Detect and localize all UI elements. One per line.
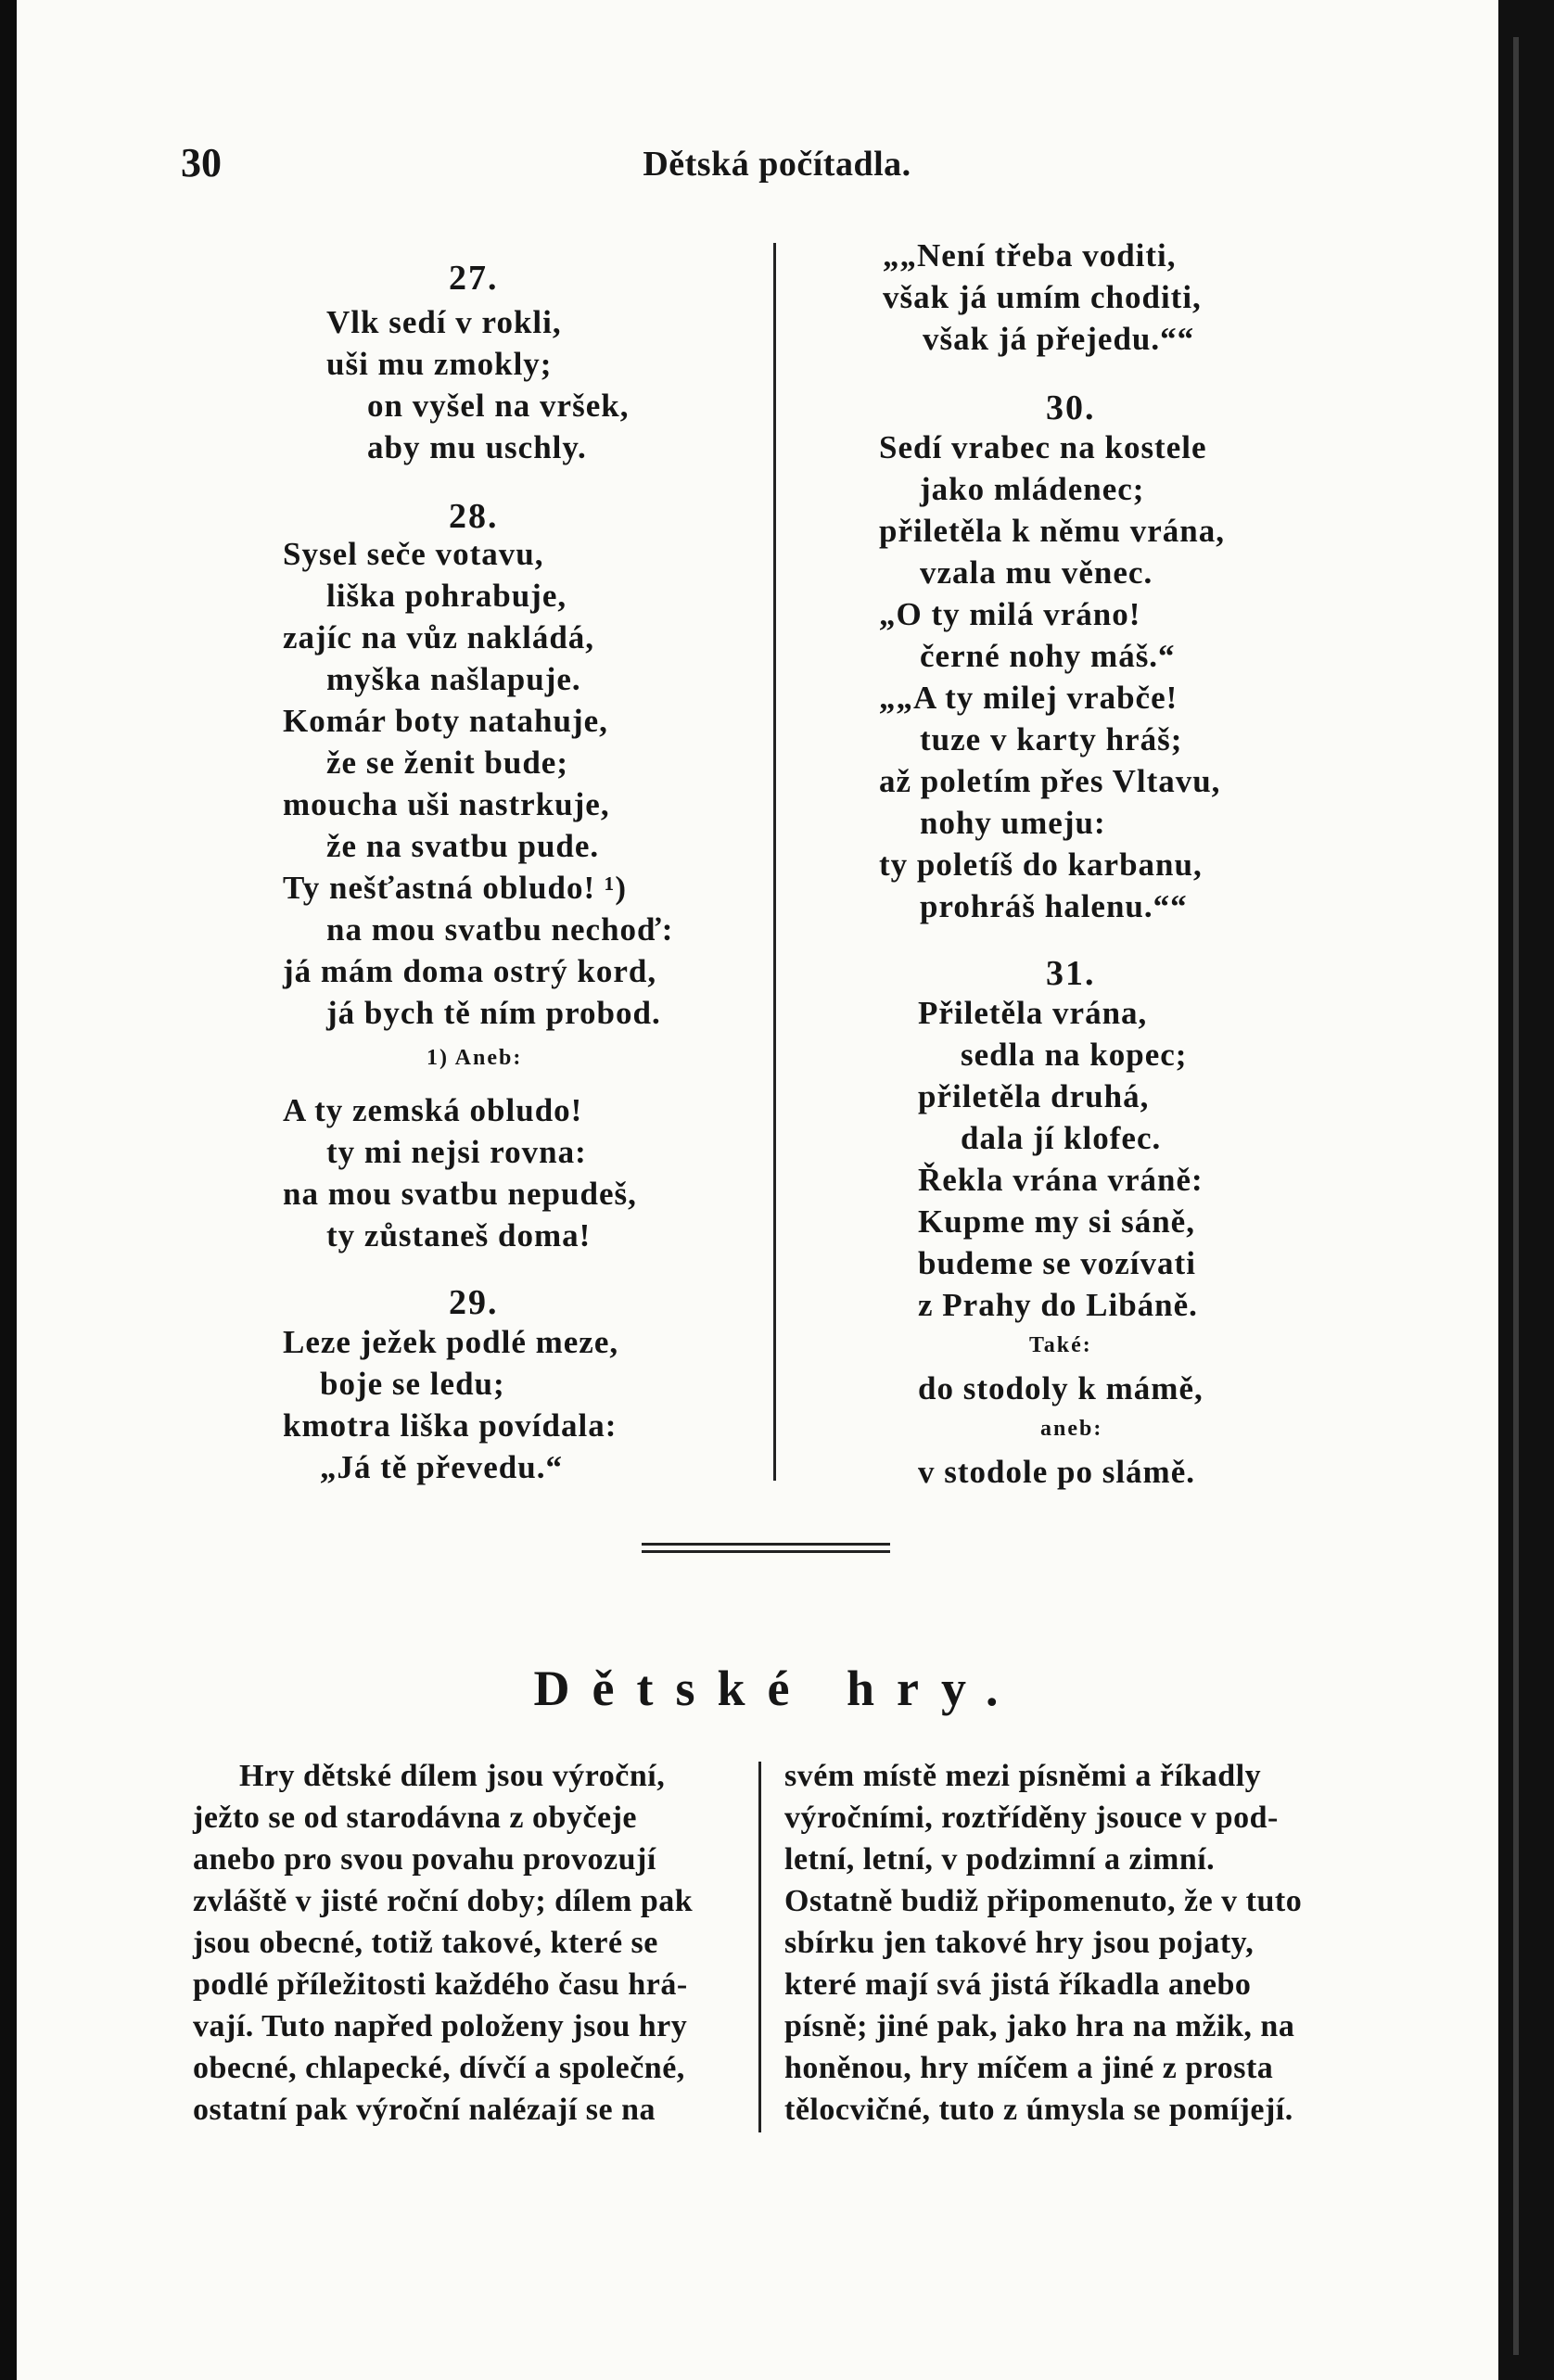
poem-line: přiletěla k němu vrána, [879, 513, 1225, 549]
prose-line: honěnou, hry míčem a jiné z prosta [784, 2051, 1274, 2085]
page-number: 30 [181, 140, 222, 185]
poem-line: „Já tě převedu.“ [320, 1449, 563, 1485]
prose-line: Ostatně budiž připomenuto, že v tuto [784, 1884, 1303, 1918]
prose-line: obecné, chlapecké, dívčí a společné, [193, 2051, 685, 2085]
verse-number-29: 29. [449, 1283, 499, 1322]
poem-line: ty poletíš do karbanu, [879, 846, 1203, 883]
prose-line: letní, letní, v podzimní a zimní. [784, 1842, 1216, 1877]
poem-line: moucha uši nastrkuje, [283, 786, 610, 822]
prose-line: podlé příležitosti každého času hrá- [193, 1967, 688, 2002]
poem-line: z Prahy do Libáně. [918, 1287, 1198, 1323]
poem-line: zajíc na vůz nakládá, [283, 619, 595, 655]
poem-line: že na svatbu pude. [326, 828, 600, 864]
prose-line: ostatní pak výroční nalézají se na [193, 2093, 656, 2127]
poem-line: kmotra liška povídala: [283, 1407, 618, 1444]
variant-line: do stodoly k mámě, [918, 1370, 1204, 1406]
poem-line: Ty nešťastná obludo! ¹) [283, 870, 628, 906]
separator-rule-top [642, 1543, 890, 1546]
poem-line: tuze v karty hráš; [920, 721, 1183, 757]
running-title: Dětská počítadla. [643, 145, 911, 184]
poem-line: vzala mu věnec. [920, 554, 1153, 591]
prose-line: výročními, roztříděny jsouce v pod- [784, 1801, 1279, 1835]
poem-line: až poletím přes Vltavu, [879, 763, 1221, 799]
poem-line: budeme se vozívati [918, 1245, 1196, 1281]
prose-line: ježto se od starodávna z obyčeje [193, 1801, 638, 1835]
poem-line: boje se ledu; [320, 1366, 505, 1402]
prose-line: tělocvičné, tuto z úmysla se pomíjejí. [784, 2093, 1293, 2127]
poem-line: Vlk sedí v rokli, [326, 304, 562, 340]
section-title: Dětské hry. [533, 1661, 1021, 1716]
footnote-label: 1) Aneb: [427, 1046, 523, 1070]
poem-line: nohy umeju: [920, 805, 1106, 841]
footnote-line: na mou svatbu nepudeš, [283, 1176, 637, 1212]
prose-line: vají. Tuto napřed položeny jsou hry [193, 2009, 688, 2043]
poem-line: však já přejedu.““ [923, 321, 1195, 357]
poem-line: „O ty milá vráno! [879, 596, 1141, 632]
poem-line: Leze ježek podlé meze, [283, 1324, 619, 1360]
poem-line: Přiletěla vrána, [918, 995, 1148, 1031]
poem-line: na mou svatbu nechoď: [326, 911, 674, 948]
poem-line: liška pohrabuje, [326, 578, 567, 614]
poem-line: já mám doma ostrý kord, [283, 953, 657, 989]
poem-line: přiletěla druhá, [918, 1078, 1150, 1114]
poem-line: Komár boty natahuje, [283, 703, 608, 739]
poem-line: aby mu uschly. [367, 429, 587, 465]
poem-line: Kupme my si sáně, [918, 1203, 1195, 1240]
prose-column-divider [758, 1762, 761, 2132]
column-divider [773, 243, 776, 1481]
poem-line: černé nohy máš.“ [920, 638, 1176, 674]
verse-number-27: 27. [449, 259, 499, 298]
poem-line: dala jí klofec. [961, 1120, 1162, 1156]
poem-line: uši mu zmokly; [326, 346, 553, 382]
poem-line: Sysel seče votavu, [283, 536, 544, 572]
verse-number-28: 28. [449, 497, 499, 536]
prose-line: Hry dětské dílem jsou výroční, [239, 1759, 666, 1793]
variant-label: Také: [1029, 1333, 1092, 1357]
poem-line: Sedí vrabec na kostele [879, 429, 1207, 465]
prose-line: svém místě mezi písněmi a říkadly [784, 1759, 1262, 1793]
footnote-line: ty zůstaneš doma! [326, 1217, 592, 1254]
poem-line: „„Není třeba voditi, [883, 237, 1177, 274]
poem-line: jako mládenec; [920, 471, 1145, 507]
prose-line: sbírku jen takové hry jsou pojaty, [784, 1926, 1255, 1960]
footnote-line: ty mi nejsi rovna: [326, 1134, 587, 1170]
verse-number-30: 30. [1046, 388, 1096, 427]
poem-line: on vyšel na vršek, [367, 388, 630, 424]
prose-line: anebo pro svou povahu provozují [193, 1842, 656, 1877]
prose-line: které mají svá jistá říkadla anebo [784, 1967, 1252, 2002]
variant-line: v stodole po slámě. [918, 1454, 1195, 1490]
poem-line: myška našlapuje. [326, 661, 581, 697]
separator-rule-bottom [642, 1550, 890, 1553]
prose-line: zvláště v jisté roční doby; dílem pak [193, 1884, 694, 1918]
poem-line: prohráš halenu.““ [920, 888, 1188, 924]
poem-line: že se ženit bude; [326, 745, 568, 781]
prose-line: jsou obecné, totiž takové, které se [193, 1926, 658, 1960]
poem-line: sedla na kopec; [961, 1037, 1188, 1073]
poem-line: však já umím choditi, [883, 279, 1202, 315]
poem-line: „„A ty milej vrabče! [879, 680, 1178, 716]
variant-label: aneb: [1040, 1417, 1103, 1441]
verse-number-31: 31. [1046, 954, 1096, 993]
poem-line: já bych tě ním probod. [326, 995, 661, 1031]
prose-line: písně; jiné pak, jako hra na mžik, na [784, 2009, 1295, 2043]
footnote-line: A ty zemská obludo! [283, 1092, 583, 1128]
poem-line: Řekla vrána vráně: [918, 1162, 1204, 1198]
scan-edge [1498, 0, 1554, 2380]
